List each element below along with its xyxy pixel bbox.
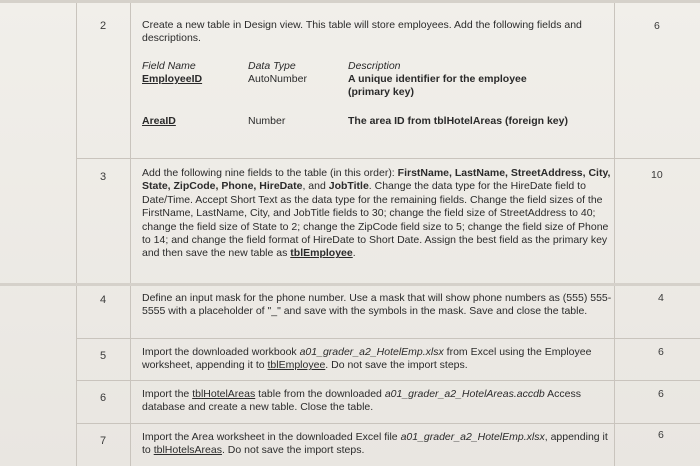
column-divider [76, 0, 77, 466]
row-separator [76, 158, 700, 159]
row-separator [76, 423, 700, 424]
column-divider [130, 0, 131, 466]
step-number: 2 [100, 20, 107, 32]
description-header: Description [348, 60, 401, 72]
field-name-cell: AreaID [142, 115, 176, 127]
step-instruction: Define an input mask for the phone number. Use a mask that will show phone numbers as (555) 555-5555 with a placeholder of "_" and save with the symbols in the mask. Save and close the table. [142, 292, 612, 318]
data-type-cell: AutoNumber [248, 73, 307, 85]
step-points: 6 [658, 346, 664, 358]
field-name-cell: EmployeeID [142, 73, 203, 85]
description-cell: The area ID from tblHotelAreas (foreign key) [348, 115, 568, 127]
step-points: 10 [651, 169, 663, 181]
step-number: 3 [100, 171, 107, 183]
step-instruction: Create a new table in Design view. This table will store employees. Add the following fields and descriptions. [142, 19, 582, 45]
step-number: 6 [100, 392, 107, 404]
step-number: 4 [100, 294, 107, 306]
step-points: 6 [654, 20, 660, 32]
row-separator [0, 0, 700, 3]
row-separator [0, 283, 700, 286]
row-separator [76, 338, 700, 339]
step-instruction: Import the tblHotelAreas table from the downloaded a01_grader_a2_HotelAreas.accdb Access database and create a new table. Close the table. [142, 388, 581, 414]
description-cell: A unique identifier for the employee (primary key) [348, 73, 527, 98]
step-number: 5 [100, 350, 107, 362]
step-instruction: Add the following nine fields to the table (in this order): FirstName, LastName, StreetAddress, City, State, ZipCode, Phone, HireDate, and JobTitle. Change the data type for the HireDate field to Date/Time. Accept Short Text as the data type for the remaining fields. Change the field sizes of the FirstName, LastName, City, and JobTitle fields to 30; change the field size of StreetAddress to 40; change the field size of State to 2; change the ZipCode field size to 5; change the field size of Phone to 14; and change the field format of HireDate to Short Date. Assign the best field as the primary key and then save the new table as tblEmployee. [142, 167, 611, 260]
field-name-header: Field Name [142, 60, 196, 72]
step-instruction: Import the Area worksheet in the downloaded Excel file a01_grader_a2_HotelEmp.xlsx, appending it to tblHotelsAreas. Do not save the import steps. [142, 431, 608, 457]
step-points: 6 [658, 429, 664, 441]
row-separator [76, 380, 700, 381]
column-divider [614, 0, 615, 466]
step-points: 6 [658, 388, 664, 400]
data-type-cell: Number [248, 115, 286, 127]
data-type-header: Data Type [248, 60, 296, 72]
step-points: 4 [658, 292, 664, 304]
step-instruction: Import the downloaded workbook a01_grader_a2_HotelEmp.xlsx from Excel using the Employee worksheet, appending it to tblEmployee. Do not save the import steps. [142, 346, 592, 372]
step-number: 7 [100, 435, 107, 447]
